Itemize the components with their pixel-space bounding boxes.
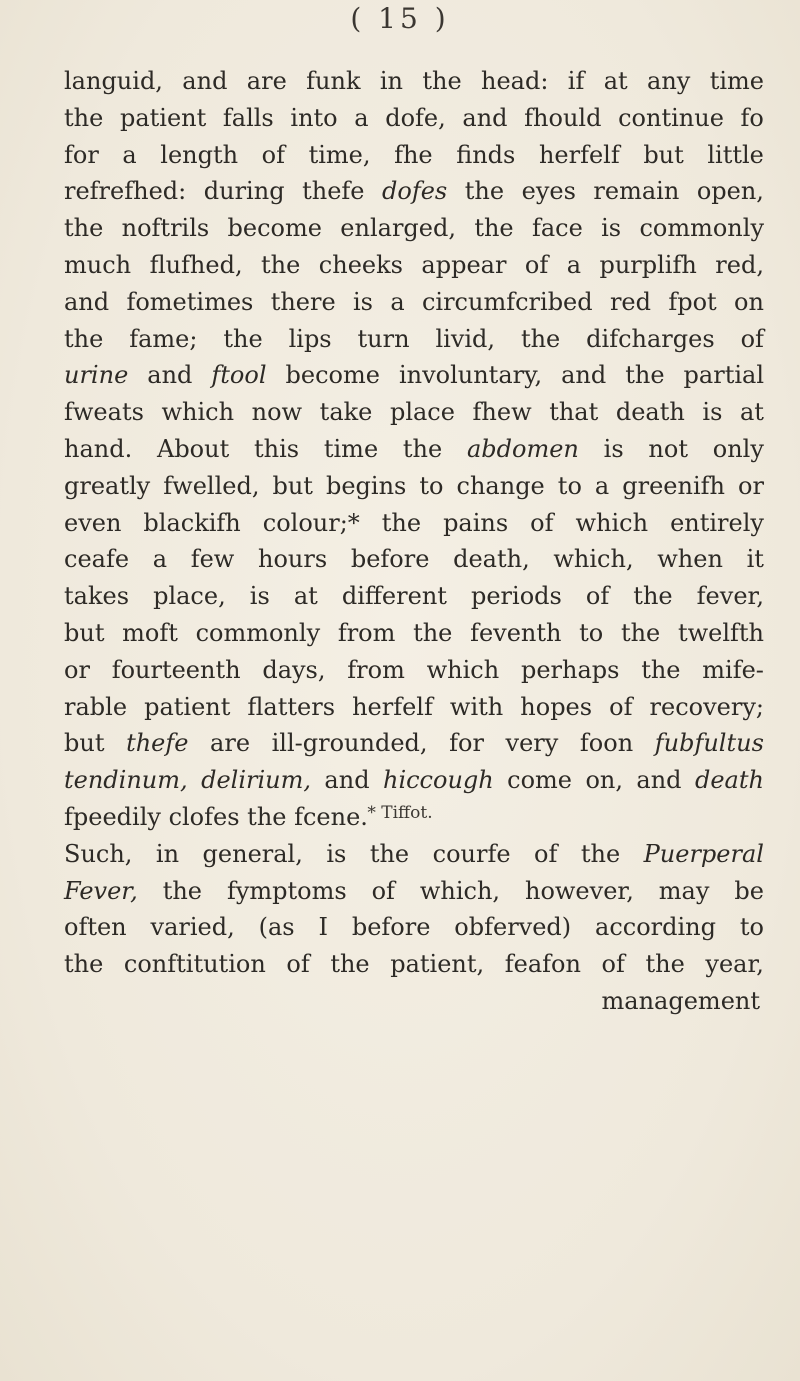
text-line: fweats which now take place fhew that death is at [64,398,764,427]
text-line: Fever, the fymptoms of which, however, may be [64,876,764,905]
text-line: hand. About this time the abdomen is not only [64,434,764,463]
text-line: greatly fwelled, but begins to change to a greenifh or [64,471,764,500]
text-line: fpeedily clofes the fcene. [64,802,368,831]
text-line: the patient falls into a dofe, and fhould continue fo [64,103,764,132]
text-line: Such, in general, is the courfe of the Puerperal [64,839,764,868]
text-line: tendinum, delirium, and hiccough come on, and death [64,766,764,795]
text-line: ceafe a few hours before death, which, when it [64,545,764,574]
text-line: languid, and are funk in the head: if at any time [64,67,764,95]
text-line: much flufhed, the cheeks appear of a purplifh red, [64,250,764,279]
text-line: but thefe are ill-grounded, for very foon fubfultus [64,729,764,758]
text-line: takes place, is at different periods of the fever, [64,582,764,611]
text-line: the fame; the lips turn livid, the difcharges of [64,324,764,353]
text-line: often varied, (as I before obferved) according to [64,913,764,942]
page-number: ( 15 ) [350,2,450,35]
text-line: and fometimes there is a circumfcribed red fpot on [64,287,764,316]
footnote: * Tiffot. [367,803,433,823]
text-line: the conftitution of the patient, feafon of the year, [64,950,764,979]
catchword: management [601,986,760,1015]
text-line: rable patient flatters herfelf with hopes of recovery; [64,692,764,721]
text-line: the noftrils become enlarged, the face is commonly [64,214,764,243]
text-line: but moft commonly from the feventh to the twelfth [64,618,764,647]
text-line: or fourteenth days, from which perhaps the mife- [64,655,764,684]
text-line: even blackifh colour;* the pains of which entirely [64,508,764,537]
text-line: urine and ftool become involuntary, and the partial [64,361,764,390]
text-line: for a length of time, fhe finds herfelf but little [64,140,764,169]
body-text [64,63,764,1020]
text-line: refrefhed: during thefe dofes the eyes remain open, [64,177,764,206]
